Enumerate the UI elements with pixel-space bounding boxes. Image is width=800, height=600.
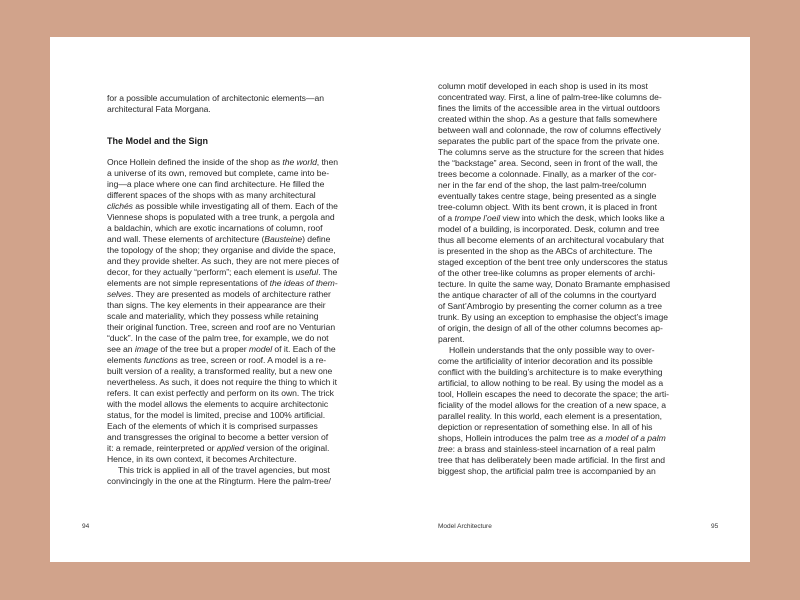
text-line: elements are not simple representations of the ideas of them- bbox=[107, 278, 338, 288]
text-line: clichés as possible while investigating all of them. Each of the bbox=[107, 201, 338, 211]
page-number-left: 94 bbox=[82, 523, 90, 530]
text-line: architectural Fata Morgana. bbox=[107, 104, 211, 114]
text-line: shops, Hollein introduces the palm tree as a model of a palm bbox=[438, 433, 666, 443]
text-line: of a trompe l’oeil view into which the desk, which looks like a bbox=[438, 213, 665, 223]
text-line: it: a remade, reinterpreted or applied version of the original. bbox=[107, 443, 330, 453]
text-line: fines the limits of the accessible area in the virtual outdoors bbox=[438, 103, 660, 113]
intro-paragraph bbox=[107, 93, 324, 115]
text-line: created within the shop. As a gesture that falls somewhere bbox=[438, 114, 658, 124]
text-line: parent. bbox=[438, 334, 465, 344]
text-line: different spaces of the shops with as many architectural bbox=[107, 190, 316, 200]
text-line: and wall. These elements of architecture (Bausteine) define bbox=[107, 234, 331, 244]
text-line: artificial, to allow nothing to be real. By using the model as a bbox=[438, 378, 664, 388]
italic-text: useful bbox=[295, 267, 319, 277]
text-line: convincingly in the one at the Ringturm. Here the palm-tree/ bbox=[107, 476, 331, 486]
text-line: Hollein understands that the only possible way to over- bbox=[449, 345, 655, 355]
text-line: and they provide shelter. As such, they are not mere pieces of bbox=[107, 256, 339, 266]
text-line: column motif developed in each shop is used in its most bbox=[438, 81, 648, 91]
running-head: Model Architecture bbox=[438, 523, 492, 530]
text-line: the antique character of all of the columns in the courtyard bbox=[438, 290, 657, 300]
text-line: “duck”. In the case of the palm tree, for example, we do not bbox=[107, 333, 329, 343]
italic-text: the world bbox=[282, 157, 317, 167]
text-line: between wall and colonnade, the row of columns effectively bbox=[438, 125, 661, 135]
italic-text: trompe l’oeil bbox=[454, 213, 501, 223]
text-line: The columns serve as the structure for the screen that hides bbox=[438, 147, 664, 157]
text-line: nevertheless. As such, it does not require the thing to which it bbox=[107, 377, 337, 387]
italic-text: Bausteine bbox=[264, 234, 303, 244]
section-heading: The Model and the Sign bbox=[107, 136, 208, 146]
text-line: separates the public part of the space from the private one. bbox=[438, 136, 660, 146]
text-line: decor, for they actually “perform”; each element is useful. The bbox=[107, 267, 338, 277]
text-line: scale and materiality, which they possess while retaining bbox=[107, 311, 319, 321]
text-line: ing—a place where one can find architecture. He filled the bbox=[107, 179, 325, 189]
italic-text: as a model of a palm bbox=[586, 433, 666, 443]
text-line: and transgresses the original to become a better version of bbox=[107, 432, 329, 442]
left-page bbox=[50, 37, 400, 562]
text-line: of origin, the design of all of the other columns becomes ap- bbox=[438, 323, 663, 333]
text-line: conflict with the building’s architecture is to make everything bbox=[438, 367, 663, 377]
text-line: selves. They are presented as models of architecture rather bbox=[107, 289, 331, 299]
italic-text: image bbox=[134, 344, 159, 354]
text-line: concentrated way. First, a line of palm-tree-like columns de- bbox=[438, 92, 662, 102]
book-spread bbox=[50, 37, 750, 562]
italic-text: the ideas of them- bbox=[269, 278, 338, 288]
text-line: than signs. The key elements in their appearance are their bbox=[107, 300, 326, 310]
italic-text: clichés bbox=[107, 201, 133, 211]
text-line: ner in the far end of the shop, the last palm-tree/column bbox=[438, 180, 647, 190]
text-line: staged exception of the bent tree only underscores the status bbox=[438, 257, 668, 267]
text-line: tree: a brass and stainless-steel incarnation of a real palm bbox=[438, 444, 656, 454]
text-line: Once Hollein defined the inside of the shop as the world, then bbox=[107, 157, 338, 167]
text-line: elements functions as tree, screen or roof. A model is a re- bbox=[107, 355, 327, 365]
text-line: tree that has deliberately been made artificial. In the first and bbox=[438, 455, 666, 465]
italic-text: tree bbox=[438, 444, 453, 454]
text-line: a universe of its own, removed but complete, came into be- bbox=[107, 168, 330, 178]
italic-text: functions bbox=[143, 355, 178, 365]
text-line: trunk. By using an exception to emphasise the object’s image bbox=[438, 312, 668, 322]
text-line: built version of a reality, a transformed reality, but a new one bbox=[107, 366, 333, 376]
text-line: model of a building, is incorporated. Desk, column and tree bbox=[438, 224, 660, 234]
right-page bbox=[400, 37, 750, 562]
text-line: refers. It can exist perfectly and perform on its own. The trick bbox=[107, 388, 334, 398]
italic-text: applied bbox=[216, 443, 245, 453]
text-line: Each of the elements of which it is comprised surpasses bbox=[107, 421, 318, 431]
text-line: biggest shop, the artificial palm tree is accompanied by an bbox=[438, 466, 656, 476]
text-line: tecture. In quite the same way, Donato Bramante emphasised bbox=[438, 279, 670, 289]
text-line: the “backstage” area. Second, seen in front of the wall, the bbox=[438, 158, 658, 168]
text-line: come the artificiality of interior decoration and its possible bbox=[438, 356, 653, 366]
text-line: depiction or representation of something else. In all of his bbox=[438, 422, 653, 432]
italic-text: model bbox=[248, 344, 273, 354]
text-line: is presented in the shop as the ABCs of architecture. The bbox=[438, 246, 653, 256]
text-line: see an image of the tree but a proper model of it. Each of the bbox=[107, 344, 336, 354]
text-line: of Sant’Ambrogio by presenting the corner column as a tree bbox=[438, 301, 663, 311]
page-number-right: 95 bbox=[711, 523, 719, 530]
text-line: parallel reality. In this world, each element is a presentation, bbox=[438, 411, 663, 421]
text-line: tool, Hollein escapes the need to decorate the space; the arti- bbox=[438, 389, 669, 399]
text-line: the topology of the shop; they organise and divide the space, bbox=[107, 245, 336, 255]
italic-text: selves bbox=[107, 289, 132, 299]
text-line: trees become a colonnade. Finally, as a marker of the cor- bbox=[438, 169, 657, 179]
text-line: eventually takes centre stage, being presented as a single bbox=[438, 191, 657, 201]
text-line: tree-column object. With its bent crown, it is placed in front bbox=[438, 202, 657, 212]
text-line: ficiality of the model allows for the creation of a new space, a bbox=[438, 400, 666, 410]
text-line: This trick is applied in all of the travel agencies, but most bbox=[118, 465, 330, 475]
text-line: thus all become elements of an architectural vocabulary that bbox=[438, 235, 664, 245]
text-line: a baldachin, which are exotic incarnations of column, roof bbox=[107, 223, 323, 233]
right-body-text bbox=[438, 81, 670, 477]
text-line: Viennese shops is populated with a tree trunk, a pergola and bbox=[107, 212, 335, 222]
text-line: with the model allows the elements to acquire architectonic bbox=[107, 399, 329, 409]
text-line: for a possible accumulation of architectonic elements—an bbox=[107, 93, 324, 103]
text-line: Hence, in its own context, it becomes Architecture. bbox=[107, 454, 297, 464]
text-line: status, for the model is limited, precise and 100% artificial. bbox=[107, 410, 326, 420]
text-line: of the other tree-like columns as proper elements of archi- bbox=[438, 268, 656, 278]
left-body-text bbox=[107, 157, 339, 487]
text-line: their original function. Tree, screen and roof are no Venturian bbox=[107, 322, 336, 332]
